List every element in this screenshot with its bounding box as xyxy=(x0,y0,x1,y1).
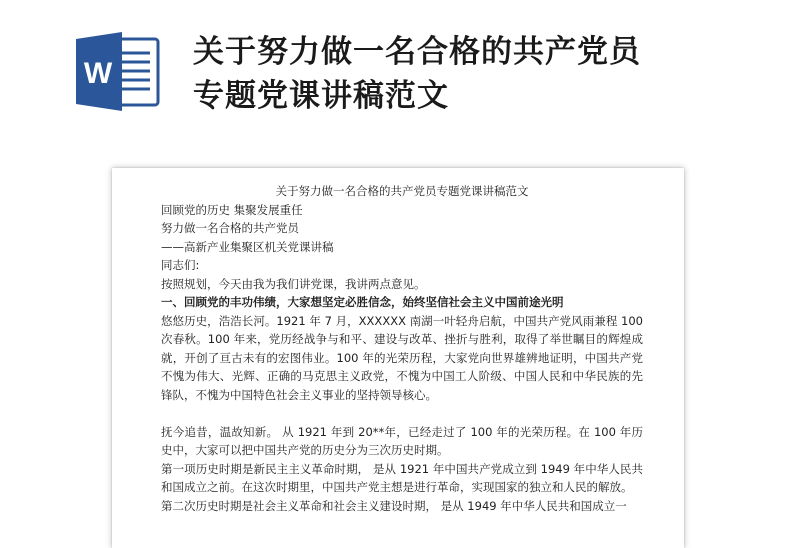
paragraph: 悠悠历史，浩浩长河。1921 年 7 月，XXXXXX 南湖一叶轻舟启航，中国共产党风雨兼程 100 次春秋。100 年来，党历经战争与和平、建设与改革、挫折与胜利，取得了举世瞩目的辉煌成就，开创了亘古未有的宏图伟业。100 年的光荣历程，大家党向世界雄辨地证明，中国共产党不愧为伟大、光辉、正确的马克思主义政党，不愧为中国工人阶级、中国人民和中华民族的先锋队，不愧为中国特色社会主义事业的坚持领导核心。 xyxy=(161,313,643,402)
document-title: 关于努力做一名合格的共产党员专题党课讲稿范文 xyxy=(275,184,529,198)
intro-line: 按照规划，今天由我为我们讲党课，我讲两点意见。 xyxy=(161,276,426,291)
salutation: 同志们: xyxy=(161,258,200,272)
blank-line xyxy=(161,404,643,423)
subtitle-line: ——高新产业集聚区机关党课讲稿 xyxy=(161,239,334,254)
document-page xyxy=(112,168,684,548)
subtitle-line: 努力做一名合格的共产党员 xyxy=(161,221,299,235)
subtitle-line: 回顾党的历史 集聚发展重任 xyxy=(161,202,303,217)
paragraph: 抚今追昔，温故知新。 从 1921 年到 20**年，已经走过了 100 年的光荣历程。在 100 年历史中，大家可以把中国共产党的历史分为三次历史时期。 xyxy=(161,424,643,457)
banner-title-line-1: 关于努力做一名合格的共产党员 xyxy=(193,34,641,70)
paragraph: 第二次历史时期是社会主义革命和社会主义建设时期， 是从 1949 年中华人民共和国成立一 xyxy=(161,498,627,513)
document-body xyxy=(161,182,643,515)
banner-title xyxy=(193,30,783,118)
word-document-icon xyxy=(64,31,164,111)
paragraph: 第一项历史时期是新民主主义革命时期， 是从 1921 年中国共产党成立到 1949 年中华人民共和国成立之前。在这次时期里，中国共产党主想是进行革命，实现国家的独立和人民的解放。 xyxy=(161,461,643,494)
banner-title-line-2: 专题党课讲稿范文 xyxy=(193,78,449,114)
section-heading: 一、回顾党的丰功伟绩，大家想坚定必胜信念，始终坚信社会主义中国前途光明 xyxy=(161,295,564,309)
word-logo-letter: W xyxy=(83,57,113,90)
